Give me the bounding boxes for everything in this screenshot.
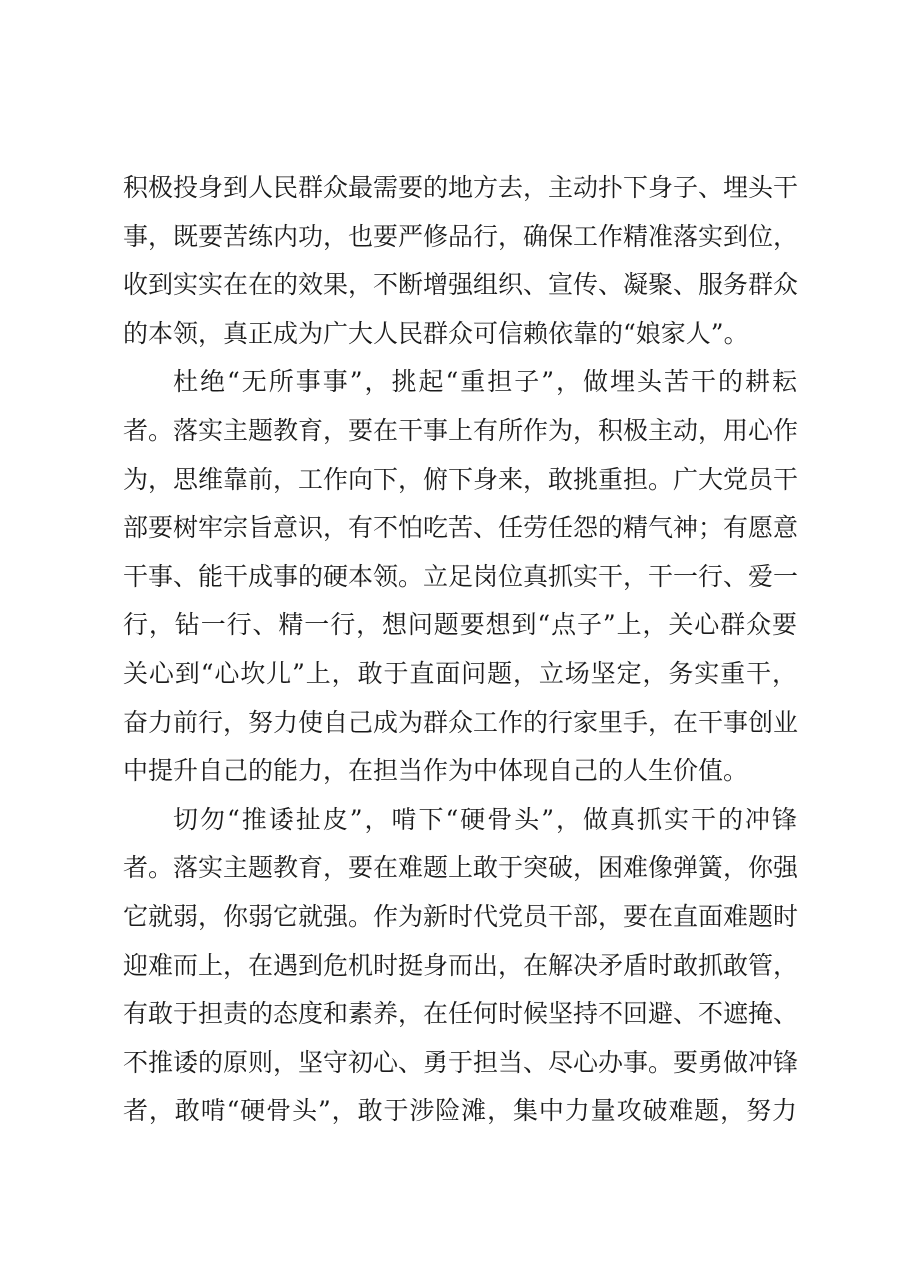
paragraph-3	[123, 796, 797, 1136]
text-line: 积极投身到人民群众最需要的地方去，主动扑下身子、埋头干	[123, 173, 799, 202]
text-line: 有敢于担责的态度和素养，在任何时候坚持不回避、不遮掩、	[123, 999, 799, 1029]
text-line: 它就弱，你弱它就强。作为新时代党员干部，要在直面难题时	[123, 901, 799, 931]
text-line: 收到实实在在的效果，不断增强组织、宣传、凝聚、服务群众	[123, 270, 799, 300]
paragraph-2	[123, 358, 797, 795]
text-line: 事，既要苦练内功，也要严修品行，确保工作精准落实到位，	[123, 221, 799, 251]
text-line: 部要树牢宗旨意识，有不怕吃苦、任劳任怨的精气神；有愿意	[123, 513, 799, 543]
text-line: 切勿“推诿扯皮”，啃下“硬骨头”，做真抓实干的冲锋	[173, 804, 797, 834]
text-line: 中提升自己的能力，在担当作为中体现自己的人生价值。	[123, 756, 749, 786]
document-body	[123, 164, 797, 1136]
text-line: 奋力前行，努力使自己成为群众工作的行家里手，在干事创业	[123, 707, 799, 737]
text-line: 干事、能干成事的硬本领。立足岗位真抓实干，干一行、爱一	[123, 561, 799, 591]
text-line: 关心到“心坎儿”上，敢于直面问题，立场坚定，务实重干，	[123, 658, 797, 688]
text-line: 行，钻一行、精一行，想问题要想到“点子”上，关心群众要	[123, 610, 797, 640]
text-line: 杜绝“无所事事”，挑起“重担子”，做埋头苦干的耕耘	[173, 367, 797, 397]
paragraph-1	[123, 164, 797, 358]
text-line: 不推诿的原则，坚守初心、勇于担当、尽心办事。要勇做冲锋	[123, 1047, 799, 1077]
text-line: 者。落实主题教育，要在干事上有所作为，积极主动，用心作	[123, 415, 799, 445]
text-line: 为，思维靠前，工作向下，俯下身来，敢挑重担。广大党员干	[123, 464, 799, 494]
text-line: 者，敢啃“硬骨头”，敢于涉险滩，集中力量攻破难题，努力	[123, 1096, 797, 1126]
text-line: 迎难而上，在遇到危机时挺身而出，在解决矛盾时敢抓敢管，	[123, 950, 799, 980]
text-line: 者。落实主题教育，要在难题上敢于突破，困难像弹簧，你强	[123, 853, 799, 883]
text-line: 的本领，真正成为广大人民群众可信赖依靠的“娘家人”。	[123, 318, 749, 348]
